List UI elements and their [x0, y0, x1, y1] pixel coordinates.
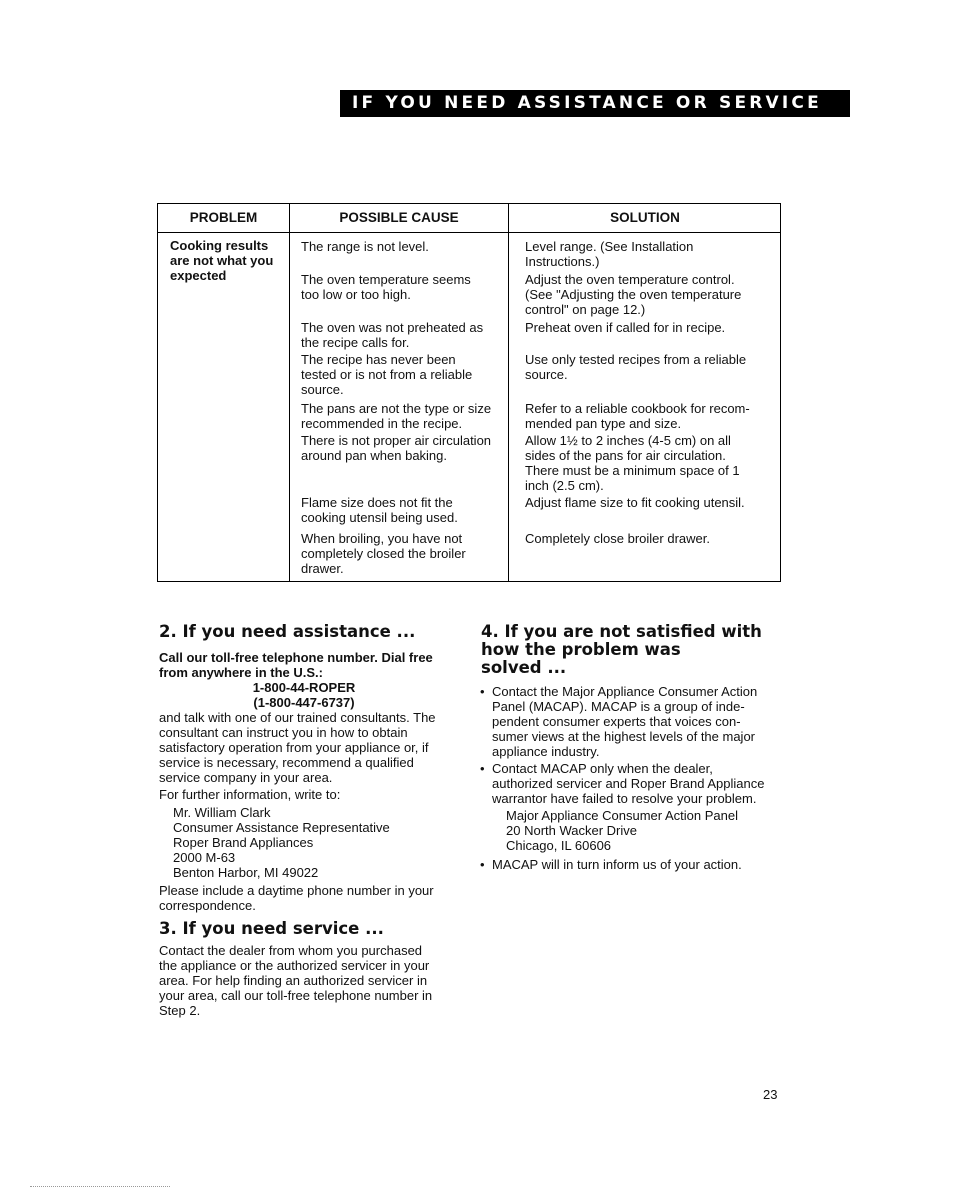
- write-to-label: For further information, write to:: [159, 787, 341, 802]
- solution-cell: Adjust flame size to fit cooking utensil.: [525, 495, 745, 510]
- solution-cell: Completely close broiler drawer.: [525, 531, 710, 546]
- satisfied-heading: 4. If you are not satisfied with how the problem was solved ...: [481, 622, 762, 677]
- assistance-body: and talk with one of our trained consultants. The consultant can instruct you in how to obtain satisfactory operation from your appliance or, if service is necessary, recommend a qualified service company in your area.: [159, 710, 436, 785]
- cause-cell: The oven was not preheated as the recipe calls for.: [301, 320, 484, 350]
- header-solution: SOLUTION: [610, 210, 680, 225]
- solution-cell: Use only tested recipes from a reliable source.: [525, 352, 747, 382]
- assistance-heading: 2. If you need assistance ...: [159, 622, 416, 641]
- header-divider: [158, 232, 780, 233]
- assistance-intro: Call our toll-free telephone number. Dial free from anywhere in the U.S.:: [159, 650, 433, 680]
- solution-cell: Allow 1½ to 2 inches (4-5 cm) on all sides of the pans for air circulation. There must be a minimum space of 1 inch (2.5 cm).: [525, 433, 740, 493]
- macap-address: Major Appliance Consumer Action Panel 20 North Wacker Drive Chicago, IL 60606: [506, 808, 738, 853]
- assistance-closing: Please include a daytime phone number in your correspondence.: [159, 883, 434, 913]
- mailing-address: Mr. William Clark Consumer Assistance Representative Roper Brand Appliances 2000 M-63 Benton Harbor, MI 49022: [173, 805, 390, 880]
- column-divider: [289, 204, 290, 581]
- solution-cell: Adjust the oven temperature control. (See "Adjusting the oven temperature control" on page 12.): [525, 272, 742, 317]
- list-item: • Contact MACAP only when the dealer, authorized servicer and Roper Brand Appliance warrantor have failed to resolve your problem.: [480, 761, 765, 806]
- problem-cell: Cooking results are not what you expected: [170, 238, 274, 283]
- cause-cell: The range is not level.: [301, 239, 429, 254]
- header-problem: PROBLEM: [189, 210, 258, 225]
- page-number: 23: [763, 1087, 778, 1102]
- section-banner: IF YOU NEED ASSISTANCE OR SERVICE: [340, 90, 850, 117]
- cause-cell: The oven temperature seems too low or too high.: [301, 272, 471, 302]
- list-item: • Contact the Major Appliance Consumer Action Panel (MACAP). MACAP is a group of inde- pendent consumer experts that voices con- sumer views at the highest levels of the major appliance industry.: [480, 684, 758, 759]
- service-body: Contact the dealer from whom you purchased the appliance or the authorized servicer in your area. For help finding an authorized servicer in your area, call our toll-free telephone number in Step 2.: [159, 943, 433, 1018]
- cause-cell: There is not proper air circulation around pan when baking.: [301, 433, 492, 463]
- phone-number-digits: (1-800-447-6737): [253, 695, 355, 710]
- list-item-text: MACAP will in turn inform us of your action.: [492, 857, 742, 872]
- list-item-text: Contact the Major Appliance Consumer Action Panel (MACAP). MACAP is a group of inde- pendent consumer experts that voices con- sumer views at the highest levels of the major appliance industry.: [492, 684, 758, 759]
- list-item: • MACAP will in turn inform us of your action.: [480, 857, 742, 872]
- list-item-text: Contact MACAP only when the dealer, authorized servicer and Roper Brand Appliance warrantor have failed to resolve your problem.: [492, 761, 765, 806]
- solution-cell: Level range. (See Installation Instructions.): [525, 239, 694, 269]
- phone-number: 1-800-44-ROPER: [252, 680, 356, 695]
- column-divider: [508, 204, 509, 581]
- cause-cell: The recipe has never been tested or is not from a reliable source.: [301, 352, 473, 397]
- cause-cell: When broiling, you have not completely closed the broiler drawer.: [301, 531, 466, 576]
- service-heading: 3. If you need service ...: [159, 919, 384, 938]
- solution-cell: Refer to a reliable cookbook for recom- mended pan type and size.: [525, 401, 750, 431]
- scan-artifact: [30, 1186, 170, 1189]
- solution-cell: Preheat oven if called for in recipe.: [525, 320, 726, 335]
- troubleshooting-table: [157, 203, 781, 582]
- cause-cell: The pans are not the type or size recommended in the recipe.: [301, 401, 492, 431]
- header-possible-cause: POSSIBLE CAUSE: [339, 210, 459, 225]
- cause-cell: Flame size does not fit the cooking utensil being used.: [301, 495, 458, 525]
